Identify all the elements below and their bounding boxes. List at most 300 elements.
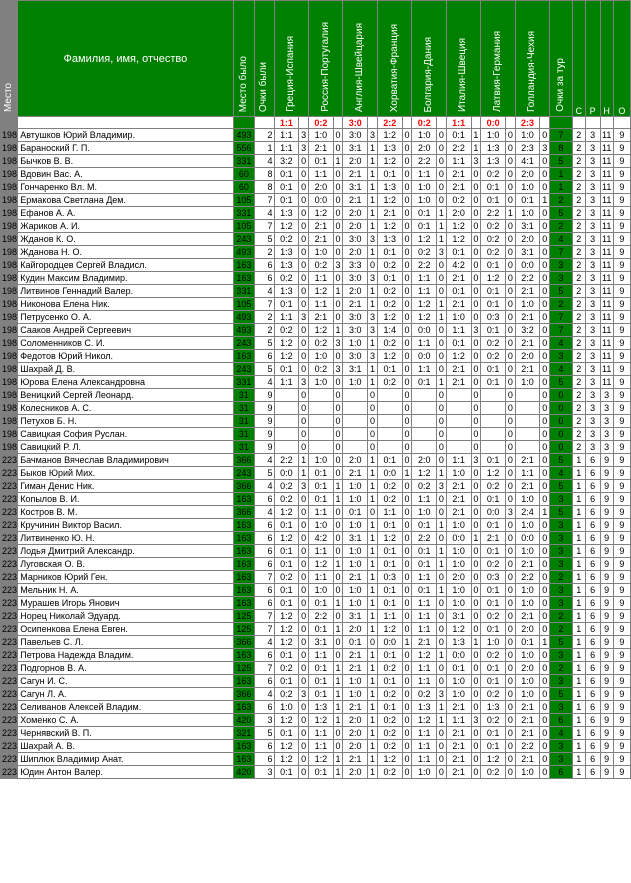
cell-prediction: 0:1 [274,584,299,597]
cell-prediction: 0:2 [377,740,402,753]
cell-points: 0 [402,597,412,610]
cell-prediction: 2:1 [515,285,540,298]
table-row [1,259,631,272]
cell-stat: 3 [585,402,600,415]
cell-prediction: 1:0 [343,376,368,389]
cell-stat: 1 [572,766,585,779]
cell-points: 1 [505,207,515,220]
cell-prediction: 1:3 [481,142,506,155]
cell-place: 198 [2,130,18,140]
cell-prediction: 1:1 [412,285,437,298]
cell-prev-place: 366 [233,506,255,519]
cell-prev-place: 163 [233,532,255,545]
cell-prev-points: 6 [255,584,274,597]
cell-points: 1 [368,753,378,766]
cell-tour-points: 3 [550,259,573,272]
cell-points: 1 [333,493,343,506]
cell-points: 0 [402,259,412,272]
table-row [1,740,631,753]
cell-points: 0 [333,402,343,415]
cell-points: 0 [471,350,481,363]
cell-tour-points: 3 [550,519,573,532]
cell-points: 0 [402,246,412,259]
cell-points: 1 [471,142,481,155]
cell-name: Веницкий Сергей Леонард. [18,389,233,402]
cell-points: 0 [437,142,447,155]
cell-points: 0 [471,181,481,194]
cell-points: 1 [368,545,378,558]
cell-prediction: 1:1 [308,298,333,311]
cell-stat: 9 [613,129,630,142]
results-blank [18,117,233,129]
cell-prediction: 0:1 [446,246,471,259]
cell-prediction: 2:0 [446,571,471,584]
cell-stat: 9 [613,519,630,532]
cell-prediction: 1:2 [446,233,471,246]
cell-stat: 3 [585,337,600,350]
cell-name: Бачманов Вячеслав Владимирович [18,454,233,467]
cell-points: 0 [368,506,378,519]
cell-name: Селиванов Алексей Владим. [18,701,233,714]
results-blank [550,117,573,129]
cell-points: 1 [333,662,343,675]
cell-tour-points: 3 [550,272,573,285]
cell-stat: 9 [613,493,630,506]
cell-points: 0 [505,129,515,142]
cell-prev-place: 331 [233,155,255,168]
cell-stat: 2 [572,415,585,428]
cell-points: 0 [299,181,309,194]
header-match-5: Болгария-Дания [412,1,446,117]
cell-stat: 11 [602,364,612,374]
cell-prediction: 0:1 [274,168,299,181]
cell-prediction: 1:0 [412,129,437,142]
cell-prediction: 0:1 [446,129,471,142]
cell-prediction: 1:3 [308,701,333,714]
cell-stat: 1 [572,740,585,753]
cell-prediction: 0:1 [377,701,402,714]
cell-prediction: 1:2 [274,337,299,350]
cell-points: 0 [368,441,378,454]
results-blank [471,117,481,129]
cell-stat: 3 [585,233,600,246]
cell-stat: 3 [585,311,600,324]
cell-stat: 6 [585,701,600,714]
cell-stat: 9 [613,701,630,714]
cell-prediction: 0:1 [481,493,506,506]
cell-stat: 2 [572,207,585,220]
cell-prediction: 1:2 [377,194,402,207]
cell-prev-place: 163 [233,272,255,285]
cell-points: 0 [540,467,550,480]
cell-stat: 6 [585,714,600,727]
cell-prediction: 0:2 [481,558,506,571]
cell-points: 0 [540,597,550,610]
cell-points: 1 [471,129,481,142]
cell-prev-points: 4 [255,506,274,519]
cell-prediction: 1:0 [412,766,437,779]
cell-stat: 1 [572,753,585,766]
cell-points: 0 [540,220,550,233]
cell-points: 1 [333,480,343,493]
cell-points: 0 [299,675,309,688]
cell-points: 0 [299,571,309,584]
cell-points: 0 [471,558,481,571]
cell-points: 0 [471,389,481,402]
cell-prediction: 0:1 [412,519,437,532]
cell-name: Гиман Денис Ник. [18,480,233,493]
cell-stat: 2 [572,168,585,181]
cell-points: 0 [540,428,550,441]
cell-tour-points: 3 [550,701,573,714]
cell-points: 0 [333,233,343,246]
cell-prediction: 1:1 [308,649,333,662]
cell-prediction: 1:0 [446,675,471,688]
cell-prev-place: 163 [233,740,255,753]
cell-points: 0 [540,675,550,688]
results-blank [255,117,274,129]
cell-name: Ермакова Светлана Дем. [18,194,233,207]
table-row [1,623,631,636]
cell-stat: 9 [600,597,613,610]
cell-stat: 1 [572,662,585,675]
cell-prediction: 2:1 [515,558,540,571]
cell-stat: 9 [613,506,630,519]
header-match-6: Италия-Швеция [446,1,480,117]
cell-prediction: 2:1 [377,207,402,220]
cell-points: 1 [437,584,447,597]
cell-stat: 6 [585,571,600,584]
cell-stat: 3 [585,363,600,376]
cell-name: Осипенкова Елена Евген. [18,623,233,636]
cell-prev-points: 4 [255,376,274,389]
cell-place: 223 [2,624,18,634]
cell-points: 0 [402,285,412,298]
cell-stat: 2 [572,363,585,376]
cell-prediction: 1:1 [446,324,471,337]
cell-stat: 9 [613,662,630,675]
cell-points: 0 [402,402,412,415]
cell-prediction: 2:1 [446,493,471,506]
cell-prediction: 0:1 [308,623,333,636]
cell-stat: 9 [600,701,613,714]
cell-prediction: 1:1 [412,610,437,623]
cell-points: 0 [437,662,447,675]
cell-prev-points: 4 [255,454,274,467]
cell-prev-points: 2 [255,324,274,337]
cell-prediction: 0:1 [274,649,299,662]
cell-prediction: 1:0 [308,129,333,142]
cell-place: 223 [2,611,18,621]
cell-prediction: 2:1 [446,480,471,493]
cell-stat: 2 [572,155,585,168]
cell-prediction [515,389,540,402]
table-row [1,142,631,155]
cell-tour-points: 4 [550,467,573,480]
cell-points: 0 [540,389,550,402]
cell-points: 0 [505,519,515,532]
cell-points: 1 [368,701,378,714]
cell-prediction: 1:0 [515,207,540,220]
cell-points: 0 [437,402,447,415]
cell-prediction: 0:1 [481,545,506,558]
cell-points: 0 [299,402,309,415]
match-result: 2:3 [515,117,540,129]
cell-stat: 11 [602,338,612,348]
cell-prev-place: 163 [233,493,255,506]
cell-prev-points: 6 [255,259,274,272]
cell-points: 0 [437,259,447,272]
cell-points: 3 [471,454,481,467]
header-row [1,1,631,117]
cell-prediction: 2:0 [412,454,437,467]
cell-prev-points: 7 [255,623,274,636]
cell-stat: 6 [585,610,600,623]
cell-stat: 6 [585,493,600,506]
cell-points: 0 [540,441,550,454]
table-row [1,194,631,207]
table-row [1,363,631,376]
cell-stat: 9 [613,376,630,389]
cell-stat: 6 [585,545,600,558]
cell-stat: 3 [600,441,613,454]
cell-points: 0 [505,597,515,610]
cell-stat: 3 [600,428,613,441]
cell-prediction: 1:0 [446,545,471,558]
cell-prediction: 1:0 [481,636,506,649]
cell-place: 198 [2,299,18,309]
cell-prev-place: 163 [233,558,255,571]
cell-prediction [377,441,402,454]
cell-prediction: 1:2 [377,532,402,545]
cell-prev-points: 8 [255,181,274,194]
cell-stat: 9 [613,259,630,272]
cell-prediction [481,389,506,402]
cell-points: 0 [471,519,481,532]
cell-points: 0 [505,649,515,662]
cell-prediction: 2:1 [412,636,437,649]
cell-points: 0 [402,415,412,428]
cell-tour-points: 3 [550,675,573,688]
cell-prediction: 0:2 [308,363,333,376]
cell-prediction: 1:0 [343,493,368,506]
cell-points: 0 [505,467,515,480]
cell-points: 0 [471,623,481,636]
cell-prediction [308,415,333,428]
cell-name: Сагун Л. А. [18,688,233,701]
cell-points: 0 [471,597,481,610]
cell-place: 223 [2,494,18,504]
cell-prediction [481,415,506,428]
cell-prediction: 0:1 [377,272,402,285]
cell-points: 0 [437,766,447,779]
table-row [1,675,631,688]
cell-prediction: 2:0 [446,207,471,220]
cell-points: 1 [368,649,378,662]
cell-tour-points: 2 [550,298,573,311]
cell-prediction: 1:2 [308,207,333,220]
cell-prediction: 0:2 [274,233,299,246]
cell-points: 0 [299,545,309,558]
cell-prediction: 1:1 [446,454,471,467]
results-row [1,117,631,129]
cell-points: 1 [333,623,343,636]
table-row [1,389,631,402]
table-row [1,597,631,610]
cell-points: 0 [437,285,447,298]
cell-points: 0 [437,155,447,168]
cell-points: 0 [402,454,412,467]
cell-prediction: 1:1 [446,714,471,727]
cell-prediction: 1:0 [308,376,333,389]
cell-points: 0 [471,753,481,766]
cell-prev-points: 4 [255,480,274,493]
cell-points: 1 [299,454,309,467]
cell-stat: 6 [585,519,600,532]
cell-prediction: 0:2 [377,298,402,311]
cell-points: 1 [333,675,343,688]
cell-points: 0 [402,181,412,194]
cell-prediction: 1:1 [308,740,333,753]
cell-points: 3 [299,129,309,142]
cell-prev-place: 331 [233,207,255,220]
cell-tour-points: 5 [550,454,573,467]
cell-points: 0 [505,246,515,259]
cell-tour-points: 0 [550,441,573,454]
cell-prediction: 2:1 [446,753,471,766]
cell-prediction: 2:0 [343,727,368,740]
cell-prediction: 1:1 [412,675,437,688]
cell-prediction: 0:1 [274,597,299,610]
cell-points: 0 [505,194,515,207]
cell-stat: 6 [585,597,600,610]
cell-points: 0 [437,415,447,428]
cell-place: 223 [2,598,18,608]
cell-points: 0 [540,207,550,220]
cell-stat: 1 [572,675,585,688]
cell-prev-points: 9 [255,402,274,415]
cell-points: 0 [505,571,515,584]
cell-prediction [308,389,333,402]
cell-prediction: 0:2 [377,259,402,272]
cell-prediction: 1:2 [308,753,333,766]
cell-stat: 9 [600,610,613,623]
cell-prediction: 1:1 [274,376,299,389]
cell-points: 0 [437,727,447,740]
cell-prediction: 3:1 [446,610,471,623]
cell-stat: 1 [572,454,585,467]
cell-points: 0 [471,701,481,714]
cell-points: 0 [437,441,447,454]
cell-prediction: 0:2 [377,285,402,298]
cell-stat: 9 [613,350,630,363]
cell-points: 0 [333,376,343,389]
cell-points: 0 [540,298,550,311]
cell-stat: 9 [613,181,630,194]
cell-points: 0 [437,194,447,207]
cell-points: 0 [471,740,481,753]
cell-prediction: 3:3 [343,259,368,272]
cell-points: 0 [333,129,343,142]
cell-prev-points: 8 [255,168,274,181]
cell-prev-points: 4 [255,688,274,701]
cell-points: 0 [299,636,309,649]
cell-prediction: 2:2 [515,272,540,285]
cell-stat: 9 [613,389,630,402]
cell-stat: 2 [572,246,585,259]
cell-prediction: 2:1 [515,337,540,350]
cell-points: 1 [437,519,447,532]
cell-prev-points: 2 [255,246,274,259]
cell-points: 0 [540,610,550,623]
cell-points: 0 [540,688,550,701]
cell-prediction: 2:1 [515,727,540,740]
cell-prediction: 0:1 [274,766,299,779]
table-row [1,454,631,467]
cell-prediction [515,428,540,441]
cell-name: Лодья Дмитрий Александр. [18,545,233,558]
cell-place: 198 [2,325,18,335]
cell-stat: 9 [613,194,630,207]
cell-stat: 6 [585,727,600,740]
cell-points: 0 [402,675,412,688]
cell-prediction: 0:2 [481,220,506,233]
cell-points: 1 [437,701,447,714]
cell-points: 1 [437,545,447,558]
cell-prediction: 2:1 [446,766,471,779]
cell-name: Кручинин Виктор Васил. [18,519,233,532]
cell-prev-place: 163 [233,519,255,532]
cell-points: 3 [333,363,343,376]
cell-prediction: 0:3 [481,311,506,324]
cell-points: 0 [505,428,515,441]
cell-stat: 3 [600,402,613,415]
cell-stat: 3 [585,207,600,220]
table-row [1,584,631,597]
cell-prev-place: 60 [233,168,255,181]
cell-stat: 9 [613,168,630,181]
cell-place: 223 [2,650,18,660]
cell-prev-points: 9 [255,428,274,441]
cell-prediction: 0:1 [274,181,299,194]
cell-stat: 9 [600,571,613,584]
cell-prediction: 1:2 [481,272,506,285]
cell-points: 0 [540,545,550,558]
cell-prev-place: 163 [233,753,255,766]
cell-points: 1 [368,584,378,597]
cell-stat: 9 [613,714,630,727]
cell-tour-points: 2 [550,610,573,623]
cell-points: 0 [299,194,309,207]
cell-prediction: 0:0 [481,506,506,519]
cell-name: Сааков Андрей Сергеевич [18,324,233,337]
table-row [1,311,631,324]
cell-points: 0 [333,519,343,532]
cell-prev-place: 420 [233,766,255,779]
cell-points: 0 [402,480,412,493]
cell-prediction: 2:0 [343,454,368,467]
cell-tour-points: 1 [550,168,573,181]
cell-prediction: 0:2 [274,480,299,493]
cell-stat: 6 [585,506,600,519]
cell-points: 0 [505,285,515,298]
cell-prev-points: 4 [255,285,274,298]
cell-prediction: 1:2 [412,467,437,480]
cell-points: 0 [437,350,447,363]
cell-tour-points: 3 [550,558,573,571]
header-s: С [572,1,585,117]
cell-prediction: 1:0 [308,454,333,467]
